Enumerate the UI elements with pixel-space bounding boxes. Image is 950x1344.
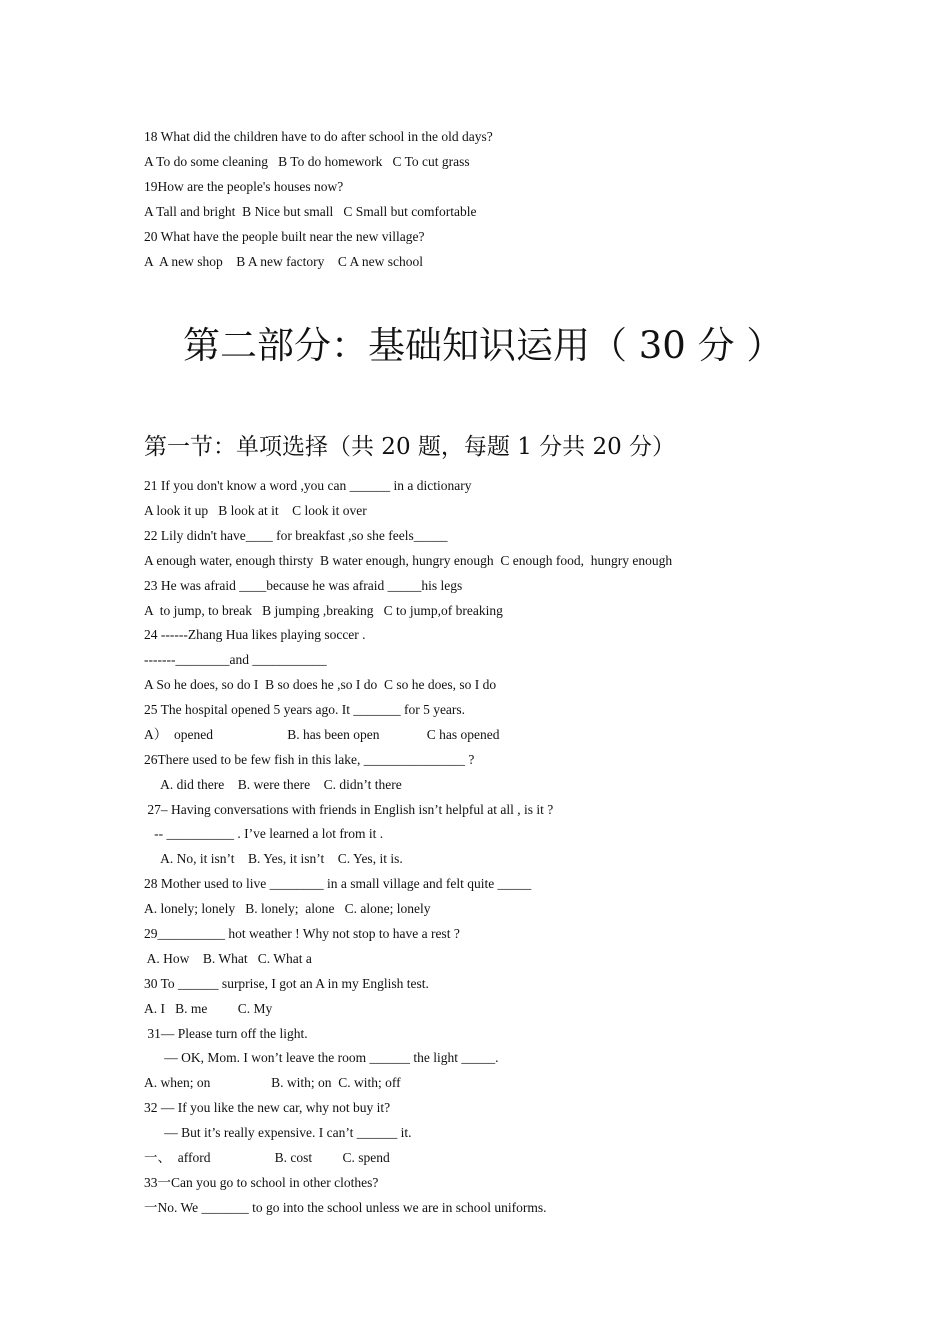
question-line: A. No, it isn’t B. Yes, it isn’t C. Yes, it is.	[144, 851, 403, 866]
question-line: A. when; on B. with; on C. with; off	[144, 1075, 401, 1090]
question-line: A. did there B. were there C. didn’t there	[144, 777, 402, 792]
question-line: 31— Please turn off the light.	[144, 1026, 308, 1041]
section-one-heading: 第一节：单项选择（共 20 题，每题 1 分共 20 分）	[144, 434, 676, 460]
question-18: 18 What did the children have to do after school in the old days?	[144, 129, 493, 144]
question-line: 24 ------Zhang Hua likes playing soccer .	[144, 627, 366, 642]
question-line: 27– Having conversations with friends in English isn’t helpful at all , is it ?	[144, 802, 554, 817]
question-line: 21 If you don't know a word ,you can ______ in a dictionary	[144, 478, 472, 493]
question-line: A to jump, to break B jumping ,breaking C to jump,of breaking	[144, 603, 503, 618]
part-two-heading: 第二部分：基础知识运用（ 30 分 ）	[183, 324, 784, 367]
question-line: A enough water, enough thirsty B water enough, hungry enough C enough food, hungry enough	[144, 553, 673, 568]
question-line: 23 He was afraid ____because he was afraid _____his legs	[144, 578, 463, 593]
question-line: 32 — If you like the new car, why not buy it?	[144, 1100, 391, 1115]
question-line: -------________and ___________	[144, 652, 327, 667]
question-19-options: A Tall and bright B Nice but small C Small but comfortable	[144, 204, 477, 219]
question-line: — OK, Mom. I won’t leave the room ______ the light _____.	[144, 1050, 499, 1065]
question-line: 22 Lily didn't have____ for breakfast ,so she feels_____	[144, 528, 448, 543]
question-line: A. lonely; lonely B. lonely; alone C. alone; lonely	[144, 901, 431, 916]
question-line: 一、 afford B. cost C. spend	[144, 1150, 390, 1165]
question-line: A） opened B. has been open C has opened	[144, 727, 500, 742]
question-line: 一No. We _______ to go into the school unless we are in school uniforms.	[144, 1200, 547, 1215]
question-18-options: A To do some cleaning B To do homework C To cut grass	[144, 154, 470, 169]
question-line: 30 To ______ surprise, I got an A in my English test.	[144, 976, 429, 991]
question-line: A. I B. me C. My	[144, 1001, 273, 1016]
question-20-options: A A new shop B A new factory C A new school	[144, 254, 423, 269]
question-line: — But it’s really expensive. I can’t ______ it.	[144, 1125, 412, 1140]
question-19: 19How are the people's houses now?	[144, 179, 344, 194]
question-line: 25 The hospital opened 5 years ago. It _______ for 5 years.	[144, 702, 466, 717]
question-line: 29__________ hot weather ! Why not stop to have a rest ?	[144, 926, 460, 941]
question-line: A. How B. What C. What a	[144, 951, 312, 966]
question-line: -- __________ . I’ve learned a lot from it .	[144, 826, 384, 841]
question-line: A look it up B look at it C look it over	[144, 503, 367, 518]
question-line: 33一Can you go to school in other clothes?	[144, 1175, 379, 1190]
question-line: 26There used to be few fish in this lake, _______________ ?	[144, 752, 475, 767]
question-20: 20 What have the people built near the new village?	[144, 229, 425, 244]
question-line: A So he does, so do I B so does he ,so I do C so he does, so I do	[144, 677, 497, 692]
question-line: 28 Mother used to live ________ in a small village and felt quite _____	[144, 876, 532, 891]
